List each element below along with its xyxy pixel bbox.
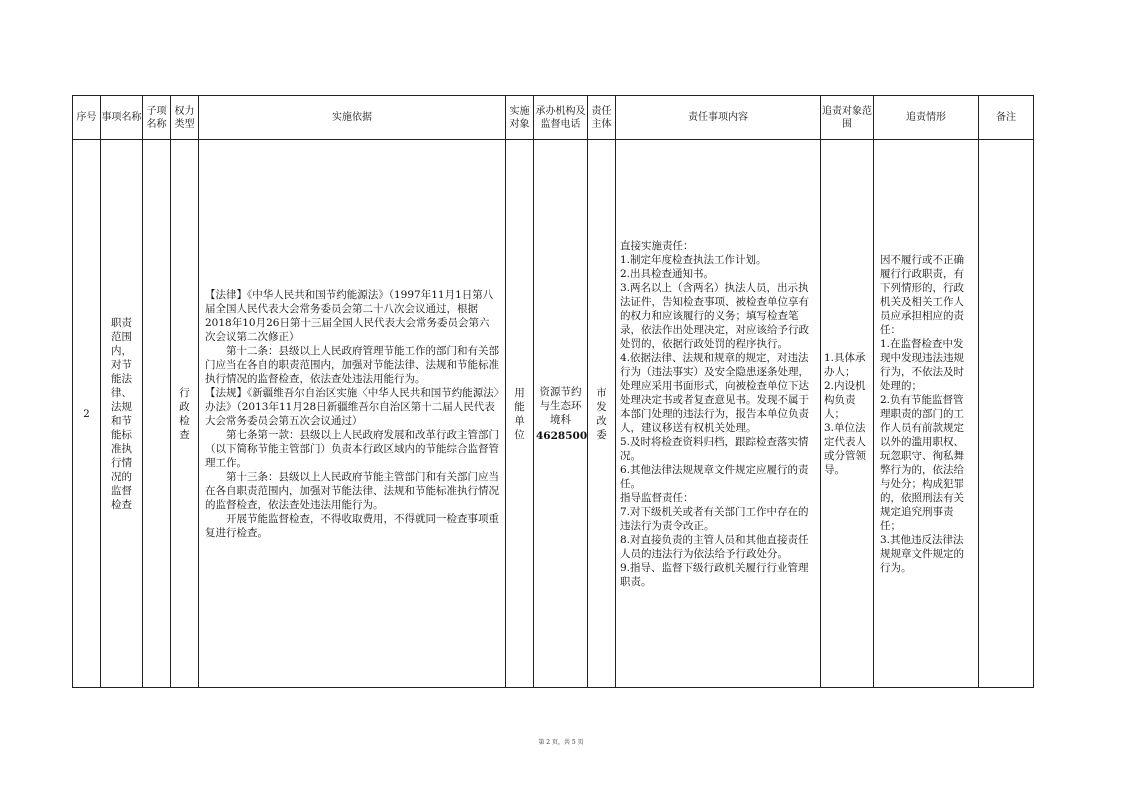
duty-line: 9.指导、监督下级行政机关履行行业管理职责。 bbox=[620, 561, 809, 588]
page-footer: 第 2 页，共 5 页 bbox=[538, 739, 584, 746]
header-sub-item: 子项名称 bbox=[143, 96, 171, 140]
duty-text bbox=[620, 239, 816, 589]
basis-paragraph: 第十二条：县级以上人民政府管理节能工作的部门和有关部门应当在各自的职责范围内，加强对节能法律、法规和节能标准执行情况的监督检查，依法查处违法用能行为。 bbox=[205, 344, 499, 385]
cell-subject bbox=[588, 140, 616, 688]
case-text bbox=[880, 253, 972, 575]
duty-line: 3.两名以上（含两名）执法人员，出示执法证件，告知检查事项、被检查单位享有的权力和应该履行的义务；填写检查笔录，依法作出处理决定，对应该给予行政处罚的，依据行政处罚的程序执行。 bbox=[620, 281, 809, 350]
case-line: 3.其他违反法律法规规章文件规定的行为。 bbox=[880, 533, 964, 574]
duty-line: 8.对直接负责的主管人员和其他直接责任人员的违法行为依法给予行政处分。 bbox=[620, 533, 809, 560]
cell-item bbox=[101, 140, 143, 688]
basis-paragraph: 开展节能监督检查，不得收取费用，不得就同一检查事项重复进行检查。 bbox=[205, 512, 499, 539]
basis-text bbox=[205, 288, 499, 540]
basis-paragraph: 【法规】《新疆维吾尔自治区实施〈中华人民共和国节约能源法〉办法》（2013年11月28日新疆维吾尔自治区第十二届人民代表大会常务委员会第五次会议通过） bbox=[205, 386, 499, 427]
duty-line: 5.及时将检查资料归档，跟踪检查落实情况。 bbox=[620, 435, 809, 462]
cell-sub-item bbox=[143, 140, 171, 688]
org-name: 资源节约与生态环境科 bbox=[539, 385, 582, 426]
header-case: 追责情形 bbox=[874, 96, 979, 140]
cell-scope bbox=[821, 140, 874, 688]
scope-line: 3.单位法定代表人或分管领导。 bbox=[824, 421, 866, 476]
basis-paragraph: 第十三条：县级以上人民政府节能主管部门和有关部门应当在各自职责范围内，加强对节能法律、法规和节能标准执行情况的监督检查，依法查处违法用能行为。 bbox=[205, 470, 499, 511]
power-type-text: 行 政 检 查 bbox=[179, 386, 190, 441]
cell-note bbox=[979, 140, 1034, 688]
cell-duty bbox=[616, 140, 821, 688]
subject-text: 市 发 改 委 bbox=[596, 386, 607, 441]
cell-basis bbox=[199, 140, 506, 688]
duty-line: 直接实施责任： bbox=[620, 239, 694, 252]
header-seq: 序号 bbox=[73, 96, 101, 140]
duty-line: 2.出具检查通知书。 bbox=[620, 267, 715, 280]
target-text: 用 能 单 位 bbox=[514, 386, 525, 441]
header-note: 备注 bbox=[979, 96, 1034, 140]
cell-power-type bbox=[171, 140, 199, 688]
header-basis: 实施依据 bbox=[199, 96, 506, 140]
table-row bbox=[73, 140, 1034, 688]
header-target: 实施对象 bbox=[506, 96, 534, 140]
org-phone: 4628500 bbox=[536, 429, 588, 442]
duty-line: 4.依据法律、法规和规章的规定，对违法行为（违法事实）及安全隐患逐条处理，处理应采用书面形式，向被检查单位下达处理决定书或者复查意见书。发现不属于本部门处理的违法行为，报告本单位负责人，建议移送有权机关处理。 bbox=[620, 351, 809, 434]
basis-paragraph: 【法律】《中华人民共和国节约能源法》（1997年11月1日第八届全国人民代表大会常务委员会第二十八次会议通过，根据2018年10月26日第十三届全国人民代表大会常务委员会第六次会议第二次修正） bbox=[205, 288, 494, 343]
cell-case bbox=[874, 140, 979, 688]
header-row bbox=[73, 96, 1034, 140]
scope-text bbox=[824, 351, 870, 477]
case-line: 因不履行或不正确履行行政职责，有下列情形的，行政机关及相关工作人员应承担相应的责任： bbox=[880, 253, 964, 336]
cell-seq: 2 bbox=[73, 140, 101, 688]
responsibility-table bbox=[72, 95, 1034, 688]
item-text: 职责 范围 内， 对节 能法 律、 法规 和节 能标 准执 行情 况的 监督 检查 bbox=[111, 316, 132, 511]
basis-paragraph: 第七条第一款：县级以上人民政府发展和改革行政主管部门（以下简称节能主管部门）负责本行政区域内的节能综合监督管理工作。 bbox=[205, 428, 499, 469]
header-item: 事项名称 bbox=[101, 96, 143, 140]
duty-line: 7.对下级机关或者有关部门工作中存在的违法行为责令改正。 bbox=[620, 505, 809, 532]
header-duty: 责任事项内容 bbox=[616, 96, 821, 140]
scope-line: 1.具体承办人； bbox=[824, 351, 866, 378]
header-scope: 追责对象范围 bbox=[821, 96, 874, 140]
scope-line: 2.内设机构负责人； bbox=[824, 379, 866, 420]
duty-line: 6.其他法律法规规章文件规定应履行的责任。 bbox=[620, 463, 809, 490]
cell-target bbox=[506, 140, 534, 688]
duty-line: 1.制定年度检查执法工作计划。 bbox=[620, 253, 767, 266]
header-power-type: 权力类型 bbox=[171, 96, 199, 140]
cell-org bbox=[534, 140, 588, 688]
case-line: 1.在监督检查中发现中发现违法违规行为，不依法及时处理的； bbox=[880, 337, 964, 392]
header-org: 承办机构及监督电话 bbox=[534, 96, 588, 140]
duty-line: 指导监督责任： bbox=[620, 491, 694, 504]
header-subject: 责任主体 bbox=[588, 96, 616, 140]
case-line: 2.负有节能监督管理职责的部门的工作人员有前款规定以外的滥用职权、玩忽职守、徇私舞弊行为的，依法给与处分；构成犯罪的，依照刑法有关规定追究刑事责任； bbox=[880, 393, 964, 532]
